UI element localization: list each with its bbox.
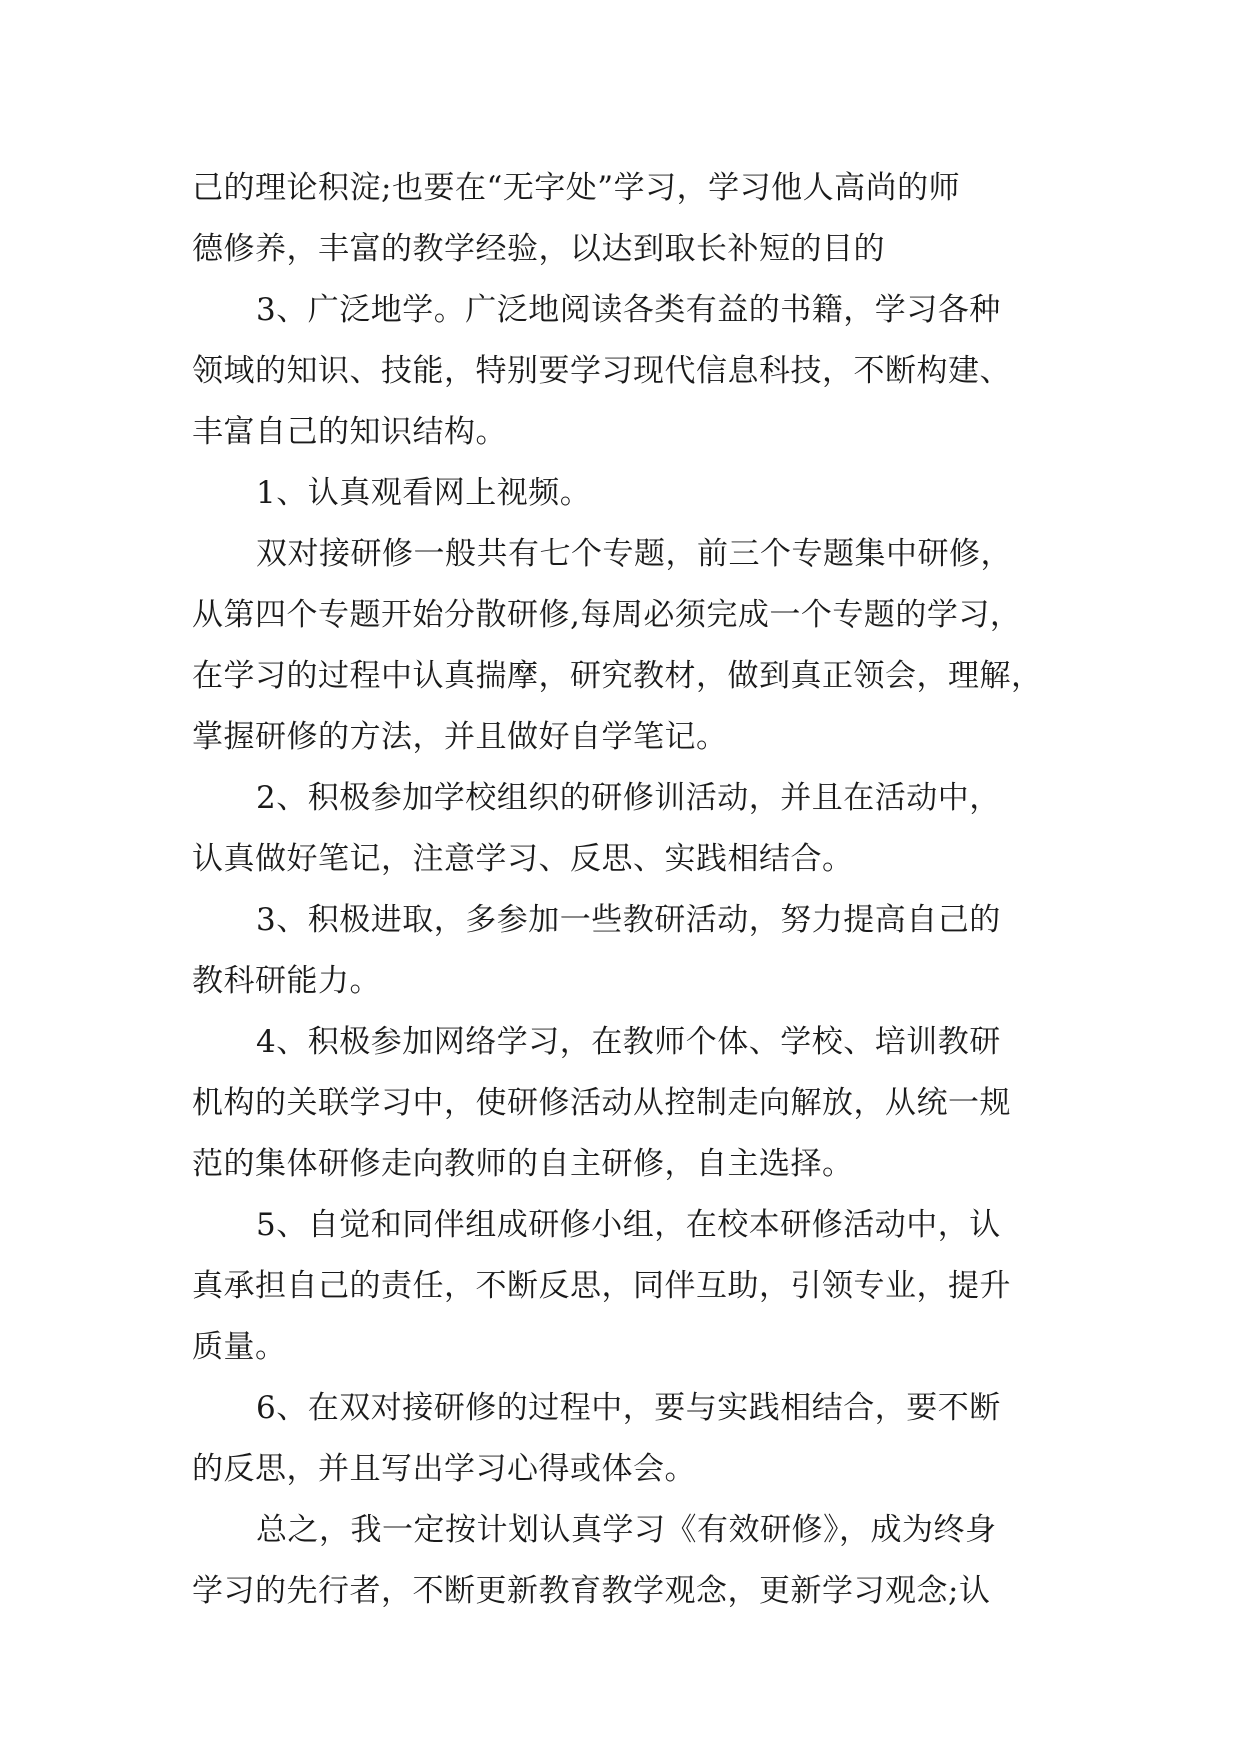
text-line: 机构的关联学习中，使研修活动从控制走向解放，从统一规 xyxy=(192,1085,1011,1121)
text-line: 真承担自己的责任，不断反思，同伴互助，引领专业，提升 xyxy=(192,1268,1011,1304)
document-body xyxy=(192,158,1072,1622)
text-line: 5、自觉和同伴组成研修小组，在校本研修活动中，认 xyxy=(256,1207,1001,1243)
text-line: 3、积极进取，多参加一些教研活动，努力提高自己的 xyxy=(256,902,1001,938)
text-line: 丰富自己的知识结构。 xyxy=(192,414,507,450)
text-line: 3、广泛地学。广泛地阅读各类有益的书籍，学习各种 xyxy=(256,292,1001,328)
text-line: 6、在双对接研修的过程中，要与实践相结合，要不断 xyxy=(256,1390,1001,1426)
text-line: 范的集体研修走向教师的自主研修，自主选择。 xyxy=(192,1146,854,1182)
text-line: 总之，我一定按计划认真学习《有效研修》，成为终身 xyxy=(256,1512,997,1548)
text-line: 己的理论积淀;也要在“无字处”学习，学习他人高尚的师 xyxy=(192,170,961,206)
text-line: 的反思，并且写出学习心得或体会。 xyxy=(192,1451,696,1487)
text-line: 质量。 xyxy=(192,1329,287,1365)
text-line: 4、积极参加网络学习，在教师个体、学校、培训教研 xyxy=(256,1024,1001,1060)
text-line: 从第四个专题开始分散研修,每周必须完成一个专题的学习， xyxy=(192,597,1022,633)
text-line: 在学习的过程中认真揣摩，研究教材，做到真正领会，理解， xyxy=(192,658,1043,694)
text-line: 教科研能力。 xyxy=(192,963,381,999)
text-line: 认真做好笔记，注意学习、反思、实践相结合。 xyxy=(192,841,854,877)
text-line: 双对接研修一般共有七个专题，前三个专题集中研修， xyxy=(256,536,1012,572)
text-line: 2、积极参加学校组织的研修训活动，并且在活动中， xyxy=(256,780,1001,816)
text-line: 领域的知识、技能，特别要学习现代信息科技，不断构建、 xyxy=(192,353,1011,389)
text-line: 1、认真观看网上视频。 xyxy=(256,475,592,511)
text-line: 掌握研修的方法，并且做好自学笔记。 xyxy=(192,719,728,755)
text-line: 德修养，丰富的教学经验，以达到取长补短的目的 xyxy=(192,231,885,267)
text-line: 学习的先行者，不断更新教育教学观念，更新学习观念;认 xyxy=(192,1573,991,1609)
